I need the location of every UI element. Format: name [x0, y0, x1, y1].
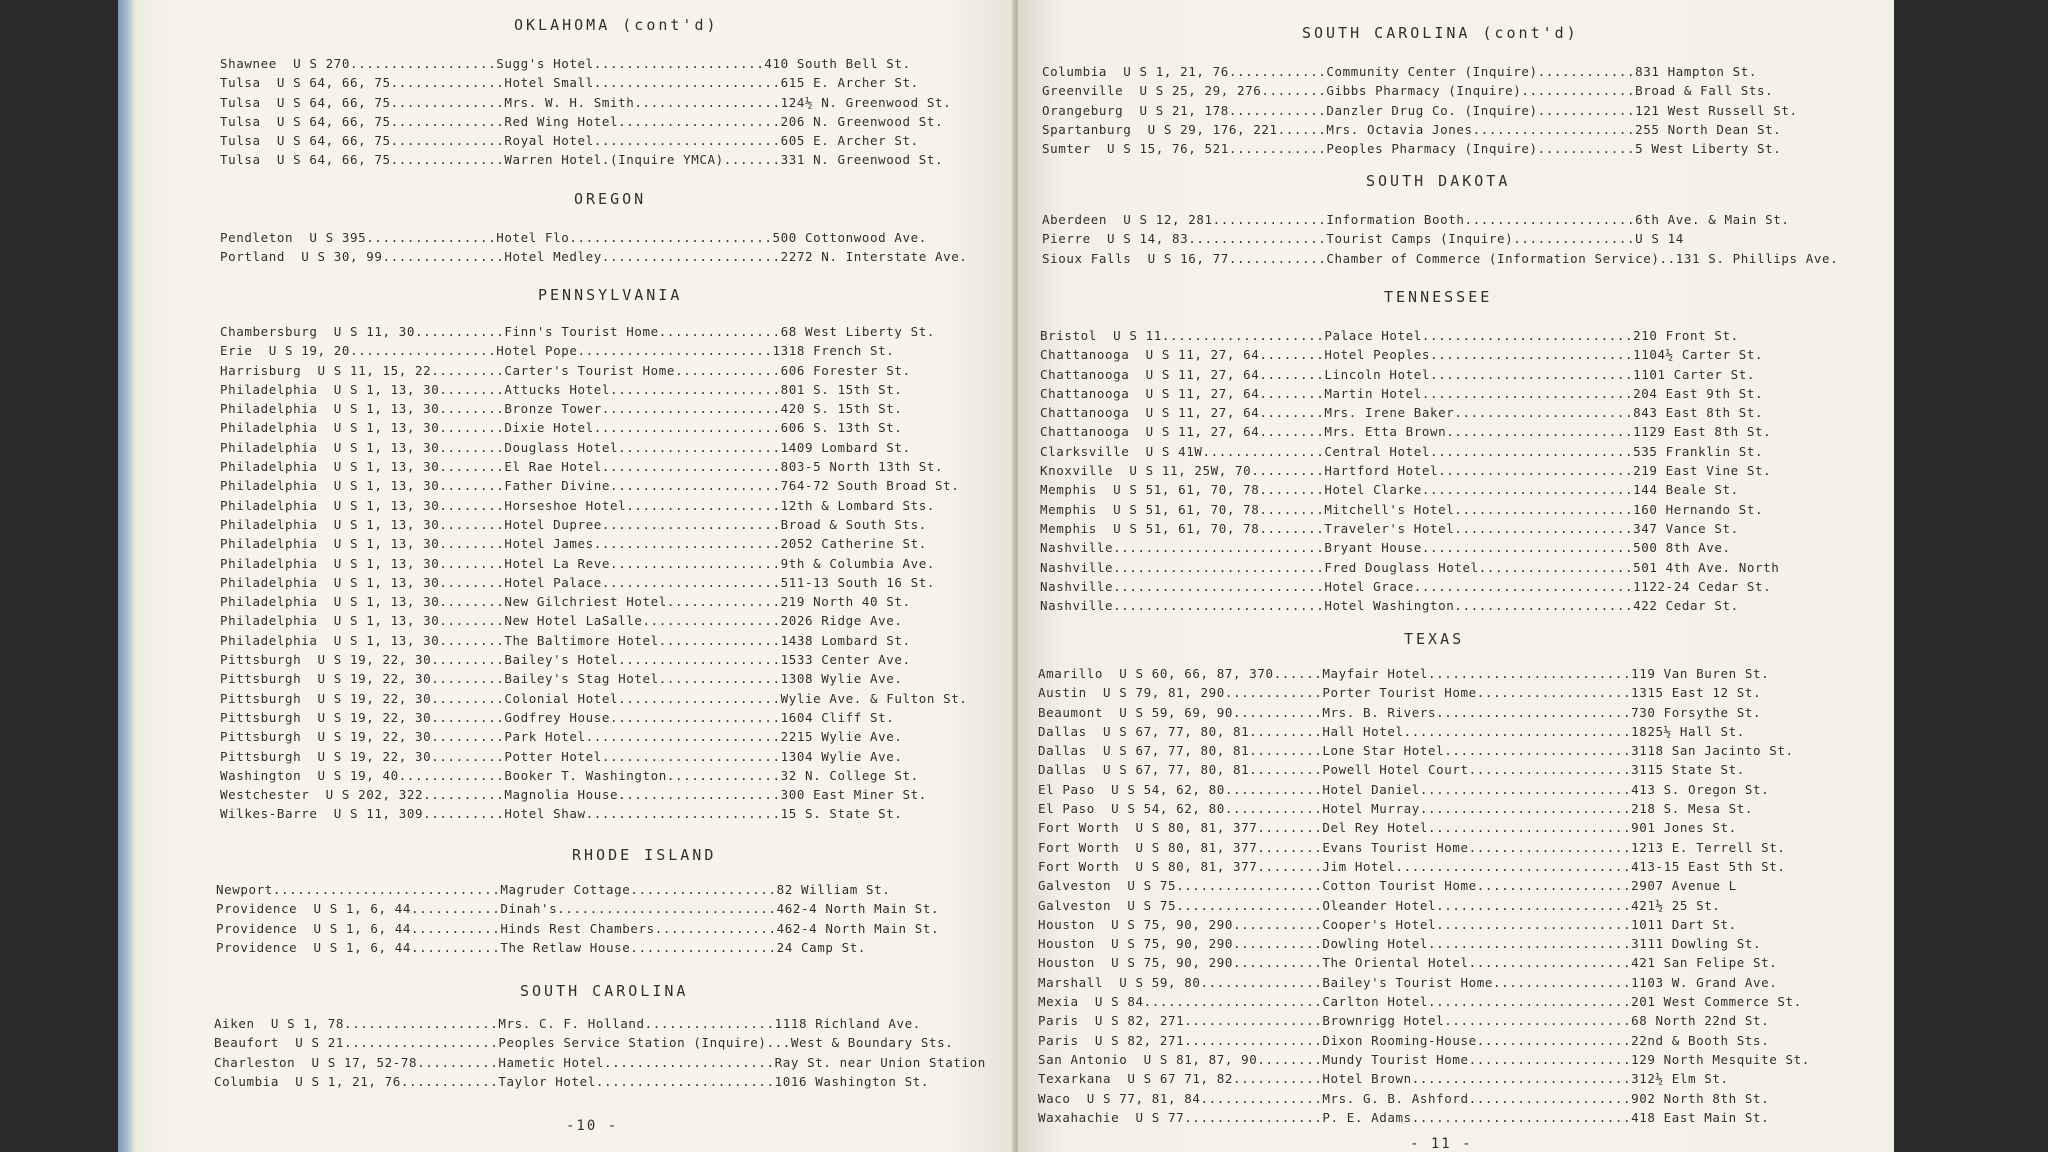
listing-row: Philadelphia U S 1, 13, 30........Hotel James.......................2052 Catherine St.: [220, 536, 927, 552]
listing-south-carolina: [214, 1014, 986, 1091]
listing-row: Philadelphia U S 1, 13, 30........Father Divine.....................764-72 South Broad St.: [220, 478, 960, 494]
listing-row: Clarksville U S 41W...............Central Hotel.........................535 Franklin St.: [1040, 443, 1764, 459]
listing-oklahoma: [220, 54, 951, 170]
listing-row: Sioux Falls U S 16, 77............Chamber of Commerce (Information Service)..131 S. Phillips Ave.: [1042, 250, 1839, 266]
listing-row: Wilkes-Barre U S 11, 309..........Hotel Shaw........................15 S. State St.: [220, 806, 903, 822]
listing-row: Philadelphia U S 1, 13, 30........Hotel Palace......................511-13 South 16 St.: [220, 574, 936, 590]
listing-row: Philadelphia U S 1, 13, 30........El Rae Hotel......................803-5 North 13th St.: [220, 459, 944, 475]
page-number-left: -10 -: [566, 1118, 619, 1134]
listing-row: Waxahachie U S 77.................P. E. Adams...........................418 East Main St.: [1038, 1109, 1770, 1125]
listing-row: Aberdeen U S 12, 281..............Information Booth.....................6th Ave. & Main St.: [1042, 212, 1790, 227]
listing-row: Fort Worth U S 80, 81, 377........Jim Hotel.............................413-15 East 5th St.: [1038, 858, 1786, 874]
state-heading-oregon: OREGON: [574, 190, 647, 208]
listing-row: Fort Worth U S 80, 81, 377........Evans Tourist Home....................1213 E. Terrell St.: [1038, 839, 1786, 855]
listing-row: Dallas U S 67, 77, 80, 81.........Hall Hotel............................1825½ Hall St.: [1038, 723, 1745, 739]
listing-row: Paris U S 82, 271.................Brownrigg Hotel.......................68 North 22nd St.: [1038, 1013, 1770, 1029]
listing-row: Austin U S 79, 81, 290............Porter Tourist Home...................1315 East 12 St.: [1038, 685, 1762, 701]
listing-row: Philadelphia U S 1, 13, 30........Bronze Tower......................420 S. 15th St.: [220, 401, 903, 417]
listing-row: Philadelphia U S 1, 13, 30........Attucks Hotel.....................801 S. 15th St.: [220, 381, 903, 397]
listing-row: Greenville U S 25, 29, 276........Gibbs Pharmacy (Inquire)..............Broad & Fall Sts.: [1042, 83, 1774, 99]
listing-row: Providence U S 1, 6, 44...........The Retlaw House..................24 Camp St.: [216, 939, 867, 955]
listing-row: Sumter U S 15, 76, 521............Peoples Pharmacy (Inquire)............5 West Liberty St.: [1042, 141, 1782, 157]
listing-row: Providence U S 1, 6, 44...........Hinds Rest Chambers...............462-4 North Main St.: [216, 920, 940, 936]
listing-row: Mexia U S 84......................Carlton Hotel.........................201 West Commerce St.: [1038, 994, 1802, 1010]
listing-row: Knoxville U S 11, 25W, 70.........Hartford Hotel........................219 East Vine St.: [1040, 463, 1772, 479]
state-heading-texas: TEXAS: [1404, 630, 1465, 648]
listing-rhode-island: [216, 880, 939, 957]
listing-row: Providence U S 1, 6, 44...........Dinah's...........................462-4 North Main St.: [216, 901, 940, 917]
listing-row: Philadelphia U S 1, 13, 30........The Baltimore Hotel...............1438 Lombard St.: [220, 632, 911, 648]
listing-row: Houston U S 75, 90, 290...........Cooper's Hotel........................1011 Dart St.: [1038, 916, 1737, 932]
listing-pennsylvania: [220, 322, 968, 824]
listing-row: Galveston U S 75..................Cotton Tourist Home...................2907 Avenue L: [1038, 878, 1737, 894]
listing-row: Pittsburgh U S 19, 22, 30.........Park Hotel........................2215 Wylie Ave.: [220, 729, 903, 745]
book-cover-edge: [118, 0, 134, 1152]
listing-row: Memphis U S 51, 61, 70, 78........Traveler's Hotel......................347 Vance St.: [1040, 520, 1739, 536]
listing-row: El Paso U S 54, 62, 80............Hotel Murray..........................218 S. Mesa St.: [1038, 801, 1754, 817]
state-heading-rhode-island: RHODE ISLAND: [572, 846, 717, 864]
listing-row: Dallas U S 67, 77, 80, 81.........Powell Hotel Court....................3115 State St.: [1038, 762, 1745, 778]
listing-row: Tulsa U S 64, 66, 75..............Hotel Small.......................615 E. Archer St.: [220, 75, 919, 91]
listing-row: Memphis U S 51, 61, 70, 78........Mitchell's Hotel......................160 Hernando St.: [1040, 501, 1764, 517]
listing-row: Philadelphia U S 1, 13, 30........Hotel La Reve.....................9th & Columbia Ave.: [220, 555, 936, 571]
listing-row: Philadelphia U S 1, 13, 30........Hotel Dupree......................Broad & South Sts.: [220, 516, 927, 532]
listing-row: Philadelphia U S 1, 13, 30........New Gilchriest Hotel..............219 North 40 St.: [220, 594, 911, 610]
listing-row: Chattanooga U S 11, 27, 64........Mrs. Etta Brown.......................1129 East 8th St.: [1040, 424, 1772, 440]
listing-row: Philadelphia U S 1, 13, 30........New Hotel LaSalle.................2026 Ridge Ave.: [220, 613, 903, 629]
right-page: [1018, 0, 1894, 1152]
state-heading-oklahoma: OKLAHOMA (cont'd): [514, 16, 719, 34]
listing-row: Nashville..........................Hotel Washington......................422 Cedar St.: [1040, 598, 1739, 614]
listing-row: Washington U S 19, 40.............Booker T. Washington..............32 N. College St.: [220, 767, 919, 783]
listing-row: Nashville..........................Hotel Grace...........................1122-24 Cedar St.: [1040, 578, 1772, 594]
listing-row: Philadelphia U S 1, 13, 30........Douglass Hotel....................1409 Lombard St.: [220, 439, 911, 455]
listing-row: Nashville..........................Bryant House..........................500 8th Ave.: [1040, 540, 1731, 556]
listing-row: Erie U S 19, 20..................Hotel Pope........................1318 French St.: [220, 343, 895, 359]
listing-row: Galveston U S 75..................Oleander Hotel........................421½ 25 St.: [1038, 897, 1721, 913]
listing-row: Chattanooga U S 11, 27, 64........Mrs. Irene Baker......................843 East 8th St.: [1040, 405, 1764, 421]
listing-row: Columbia U S 1, 21, 76............Taylor Hotel......................1016 Washington St.: [214, 1073, 930, 1089]
listing-row: Dallas U S 67, 77, 80, 81.........Lone Star Hotel.......................3118 San Jacinto St.: [1038, 743, 1794, 759]
listing-row: Pittsburgh U S 19, 22, 30.........Bailey's Hotel....................1533 Center Ave.: [220, 652, 911, 668]
listing-row: Houston U S 75, 90, 290...........The Oriental Hotel....................421 San Felipe St.: [1038, 955, 1778, 971]
page-number-right: - 11 -: [1410, 1136, 1473, 1152]
listing-row: Aiken U S 1, 78...................Mrs. C. F. Holland................1118 Richland Ave.: [214, 1016, 921, 1031]
listing-texas: [1038, 664, 1810, 1127]
listing-row: Chattanooga U S 11, 27, 64........Lincoln Hotel.........................1101 Carter St.: [1040, 366, 1756, 382]
listing-row: Tulsa U S 64, 66, 75..............Warren Hotel.(Inquire YMCA).......331 N. Greenwood St.: [220, 152, 944, 168]
listing-row: Nashville..........................Fred Douglass Hotel...................501 4th Ave. North: [1040, 559, 1780, 575]
listing-oregon: [220, 228, 968, 267]
left-page: [134, 0, 1016, 1152]
listing-row: Columbia U S 1, 21, 76............Community Center (Inquire)............831 Hampton St.: [1042, 64, 1758, 79]
listing-row: Fort Worth U S 80, 81, 377........Del Rey Hotel.........................901 Jones St.: [1038, 820, 1737, 836]
state-heading-tennessee: TENNESSEE: [1384, 288, 1493, 306]
listing-row: Paris U S 82, 271.................Dixon Rooming-House...................22nd & Booth Sts.: [1038, 1032, 1770, 1048]
listing-row: Westchester U S 202, 322..........Magnolia House....................300 East Miner St.: [220, 787, 927, 803]
listing-row: Pittsburgh U S 19, 22, 30.........Godfrey House.....................1604 Cliff St.: [220, 709, 895, 725]
state-heading-south-carolina: SOUTH CAROLINA: [520, 982, 689, 1000]
listing-row: San Antonio U S 81, 87, 90........Mundy Tourist Home....................129 North Mesquite St.: [1038, 1051, 1810, 1067]
listing-row: Charleston U S 17, 52-78..........Hametic Hotel.....................Ray St. near Union Station: [214, 1054, 986, 1070]
listing-south-carolina-contd: [1042, 62, 1798, 158]
listing-row: Houston U S 75, 90, 290...........Dowling Hotel.........................3111 Dowling St.: [1038, 936, 1762, 952]
state-heading-south-carolina-contd: SOUTH CAROLINA (cont'd): [1302, 24, 1579, 42]
listing-row: Amarillo U S 60, 66, 87, 370......Mayfair Hotel.........................119 Van Buren St.: [1038, 666, 1770, 681]
listing-south-dakota: [1042, 210, 1838, 268]
listing-row: Shawnee U S 270..................Sugg's Hotel.....................410 South Bell St.: [220, 56, 911, 71]
listing-row: Pittsburgh U S 19, 22, 30.........Potter Hotel......................1304 Wylie Ave.: [220, 748, 903, 764]
listing-row: Waco U S 77, 81, 84...............Mrs. G. B. Ashford....................902 North 8th St.: [1038, 1090, 1770, 1106]
listing-row: Tulsa U S 64, 66, 75..............Red Wing Hotel....................206 N. Greenwood St.: [220, 113, 944, 129]
listing-row: Chattanooga U S 11, 27, 64........Hotel Peoples.........................1104½ Carter St.: [1040, 347, 1764, 363]
listing-row: Newport............................Magruder Cottage..................82 William St.: [216, 882, 891, 897]
listing-row: Pittsburgh U S 19, 22, 30.........Colonial Hotel....................Wylie Ave. & Fulton St.: [220, 690, 968, 706]
listing-row: Portland U S 30, 99...............Hotel Medley......................2272 N. Interstate Ave.: [220, 249, 968, 265]
listing-row: Philadelphia U S 1, 13, 30........Horseshoe Hotel...................12th & Lombard Sts.: [220, 497, 936, 513]
listing-row: Marshall U S 59, 80...............Bailey's Tourist Home.................1103 W. Grand Ave.: [1038, 974, 1778, 990]
listing-row: Bristol U S 11....................Palace Hotel..........................210 Front St.: [1040, 328, 1739, 343]
listing-row: Harrisburg U S 11, 15, 22.........Carter's Tourist Home.............606 Forester St.: [220, 362, 911, 378]
listing-row: Pierre U S 14, 83.................Tourist Camps (Inquire)...............U S 14: [1042, 231, 1684, 247]
listing-row: Tulsa U S 64, 66, 75..............Royal Hotel.......................605 E. Archer St.: [220, 133, 919, 149]
state-heading-south-dakota: SOUTH DAKOTA: [1366, 172, 1511, 190]
listing-row: Texarkana U S 67 71, 82...........Hotel Brown...........................312½ Elm St.: [1038, 1071, 1729, 1087]
listing-row: Spartanburg U S 29, 176, 221......Mrs. Octavia Jones....................255 North Dean St.: [1042, 121, 1782, 137]
listing-row: Beaumont U S 59, 69, 90...........Mrs. B. Rivers........................730 Forsythe St.: [1038, 704, 1762, 720]
listing-row: Chambersburg U S 11, 30...........Finn's Tourist Home...............68 West Liberty St.: [220, 324, 936, 339]
listing-row: Philadelphia U S 1, 13, 30........Dixie Hotel.......................606 S. 13th St.: [220, 420, 903, 436]
listing-row: Memphis U S 51, 61, 70, 78........Hotel Clarke..........................144 Beale St.: [1040, 482, 1739, 498]
listing-row: Chattanooga U S 11, 27, 64........Martin Hotel..........................204 East 9th St.: [1040, 385, 1764, 401]
listing-tennessee: [1040, 326, 1779, 615]
listing-row: Pittsburgh U S 19, 22, 30.........Bailey's Stag Hotel...............1308 Wylie Ave.: [220, 671, 903, 687]
listing-row: El Paso U S 54, 62, 80............Hotel Daniel..........................413 S. Oregon St.: [1038, 781, 1770, 797]
state-heading-pennsylvania: PENNSYLVANIA: [538, 286, 683, 304]
listing-row: Beaufort U S 21...................Peoples Service Station (Inquire)...West & Boundary Sts.: [214, 1035, 954, 1051]
listing-row: Orangeburg U S 21, 178............Danzler Drug Co. (Inquire)............121 West Russell St.: [1042, 102, 1798, 118]
listing-row: Pendleton U S 395................Hotel Flo.........................500 Cottonwood Ave.: [220, 230, 927, 245]
listing-row: Tulsa U S 64, 66, 75..............Mrs. W. H. Smith..................124½ N. Greenwood St.: [220, 94, 952, 110]
